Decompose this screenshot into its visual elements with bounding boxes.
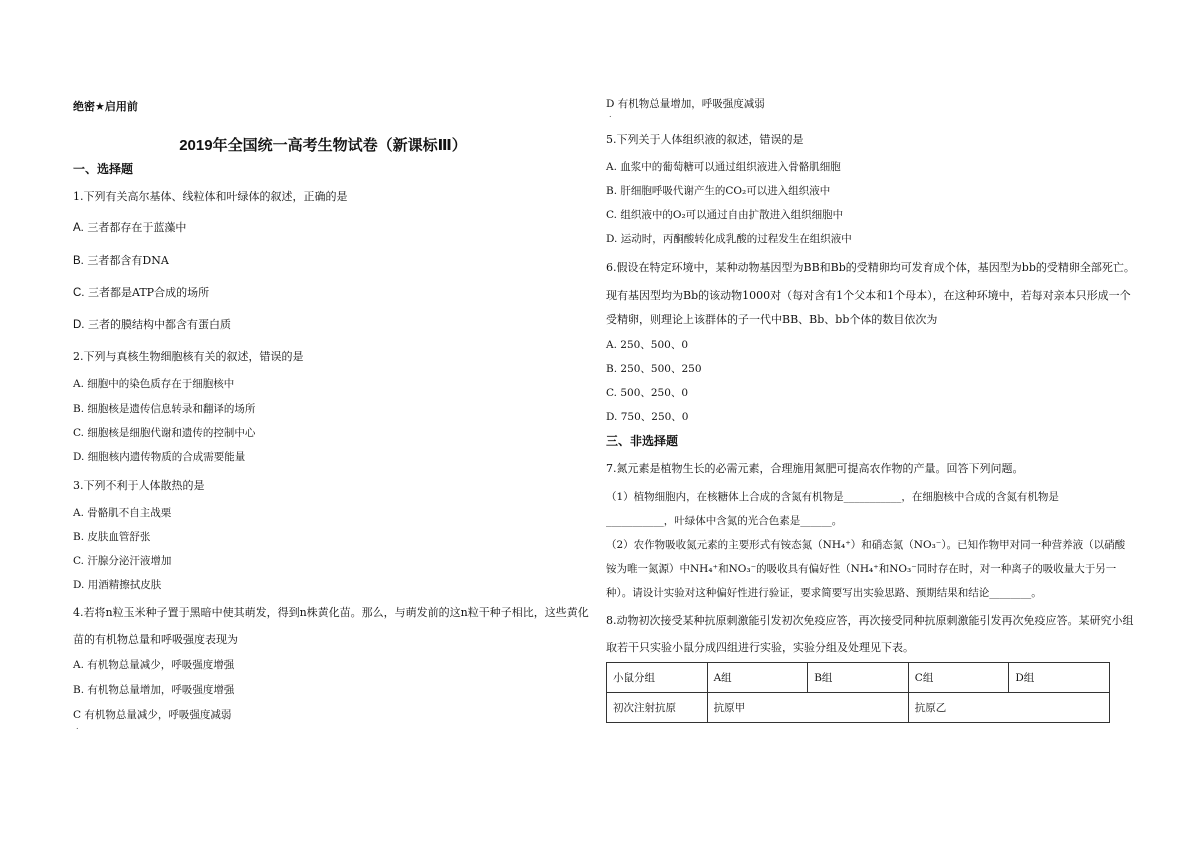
table-cell: B组 xyxy=(808,663,909,693)
question-6-line3: 受精卵，则理论上该群体的子一代中BB、Bb、bb个体的数目依次为 xyxy=(606,313,938,326)
q4-option-c: C 有机物总量减少，呼吸强度减弱 xyxy=(73,709,232,721)
q3-option-b: B. 皮肤血管舒张 xyxy=(73,531,151,543)
stray-dot: . xyxy=(76,722,79,731)
q4-option-b: B. 有机物总量增加，呼吸强度增强 xyxy=(73,684,235,696)
q5-option-d: D. 运动时，丙酮酸转化成乳酸的过程发生在组织液中 xyxy=(606,233,852,245)
q2-option-a: A. 细胞中的染色质存在于细胞核中 xyxy=(73,378,235,390)
table-row xyxy=(607,693,1110,723)
q1-option-d: D. 三者的膜结构中都含有蛋白质 xyxy=(73,318,231,331)
question-8-line2: 取若干只实验小鼠分成四组进行实验，实验分组及处理见下表。 xyxy=(606,641,914,654)
q6-option-b: B. 250、500、250 xyxy=(606,363,702,375)
question-2-stem: 2.下列与真核生物细胞核有关的叙述，错误的是 xyxy=(73,350,304,363)
q2-option-c: C. 细胞核是细胞代谢和遗传的控制中心 xyxy=(73,427,256,439)
question-6-line1: 6.假设在特定环境中，某种动物基因型为BB和Bb的受精卵均可发育成个体，基因型为bb的受精卵全部死亡。 xyxy=(606,261,1135,274)
q7-part1-line1: （1）植物细胞内，在核糖体上合成的含氮有机物是___________，在细胞核中合成的含氮有机物是 xyxy=(606,491,1059,503)
q3-option-d: D. 用酒精擦拭皮肤 xyxy=(73,579,162,591)
q2-option-d: D. 细胞核内遗传物质的合成需要能量 xyxy=(73,451,246,463)
table-cell: A组 xyxy=(707,663,808,693)
question-4-stem-line2: 苗的有机物总量和呼吸强度表现为 xyxy=(73,633,238,646)
question-8-line1: 8.动物初次接受某种抗原刺激能引发初次免疫应答，再次接受同种抗原刺激能引发再次免疫应答。某研究小组 xyxy=(606,614,1134,627)
question-5-stem: 5.下列关于人体组织液的叙述，错误的是 xyxy=(606,133,804,146)
q6-option-a: A. 250、500、0 xyxy=(606,339,689,351)
question-3-stem: 3.下列不利于人体散热的是 xyxy=(73,479,205,492)
q6-option-d: D. 750、250、0 xyxy=(606,411,689,423)
table-cell: C组 xyxy=(908,663,1009,693)
q1-option-b: B. 三者都含有DNA xyxy=(73,254,169,267)
q5-option-a: A. 血浆中的葡萄糖可以通过组织液进入骨骼肌细胞 xyxy=(606,161,841,173)
question-4-stem-line1: 4.若将n粒玉米种子置于黑暗中使其萌发，得到n株黄化苗。那么，与萌发前的这n粒干种子相比，这些黄化 xyxy=(73,606,589,619)
table-header-row xyxy=(607,663,1110,693)
stray-dot-right: . xyxy=(609,110,612,119)
experiment-table xyxy=(606,662,1110,723)
q2-option-b: B. 细胞核是遗传信息转录和翻译的场所 xyxy=(73,403,256,415)
q5-option-b: B. 肝细胞呼吸代谢产生的CO₂可以进入组织液中 xyxy=(606,185,831,197)
q1-option-a: A. 三者都存在于蓝藻中 xyxy=(73,221,187,234)
section-choice-heading: 一、选择题 xyxy=(73,162,134,176)
exam-title: 2019年全国统一高考生物试卷（新课标Ⅲ） xyxy=(179,137,467,154)
section-nonchoice-heading: 三、非选择题 xyxy=(606,434,679,448)
question-6-line2: 现有基因型均为Bb的该动物1000对（每对含有1个父本和1个母本），在这种环境中，若每对亲本只形成一个 xyxy=(606,289,1131,302)
q7-part2-line3: 种）。请设计实验对这种偏好性进行验证，要求简要写出实验思路、预期结果和结论________。 xyxy=(606,587,1042,599)
q1-option-c: C. 三者都是ATP合成的场所 xyxy=(73,286,210,299)
question-1-stem: 1.下列有关高尔基体、线粒体和叶绿体的叙述，正确的是 xyxy=(73,190,348,203)
table-cell: 抗原甲 xyxy=(707,693,908,723)
q4-option-a: A. 有机物总量减少，呼吸强度增强 xyxy=(73,659,235,671)
table-cell: D组 xyxy=(1009,663,1110,693)
q3-option-a: A. 骨骼肌不自主战栗 xyxy=(73,507,172,519)
q5-option-c: C. 组织液中的O₂可以通过自由扩散进入组织细胞中 xyxy=(606,209,844,221)
table-cell: 小鼠分组 xyxy=(607,663,708,693)
table-cell: 初次注射抗原 xyxy=(607,693,708,723)
table-cell: 抗原乙 xyxy=(908,693,1109,723)
question-7-stem: 7.氮元素是植物生长的必需元素，合理施用氮肥可提高农作物的产量。回答下列问题。 xyxy=(606,462,1024,475)
q4-option-d: D 有机物总量增加，呼吸强度减弱 xyxy=(606,98,765,110)
q3-option-c: C. 汗腺分泌汗液增加 xyxy=(73,555,172,567)
q7-part2-line2: 铵为唯一氮源）中NH₄⁺和NO₃⁻的吸收具有偏好性（NH₄⁺和NO₃⁻同时存在时，对一种离子的吸收量大于另一 xyxy=(606,563,1117,575)
q7-part1-line2: ___________，叶绿体中含氮的光合色素是______。 xyxy=(606,515,843,527)
q7-part2-line1: （2）农作物吸收氮元素的主要形式有铵态氮（NH₄⁺）和硝态氮（NO₃⁻）。已知作物甲对同一种营养液（以硝酸 xyxy=(606,539,1126,551)
q6-option-c: C. 500、250、0 xyxy=(606,387,689,399)
secret-label: 绝密★启用前 xyxy=(73,101,138,113)
